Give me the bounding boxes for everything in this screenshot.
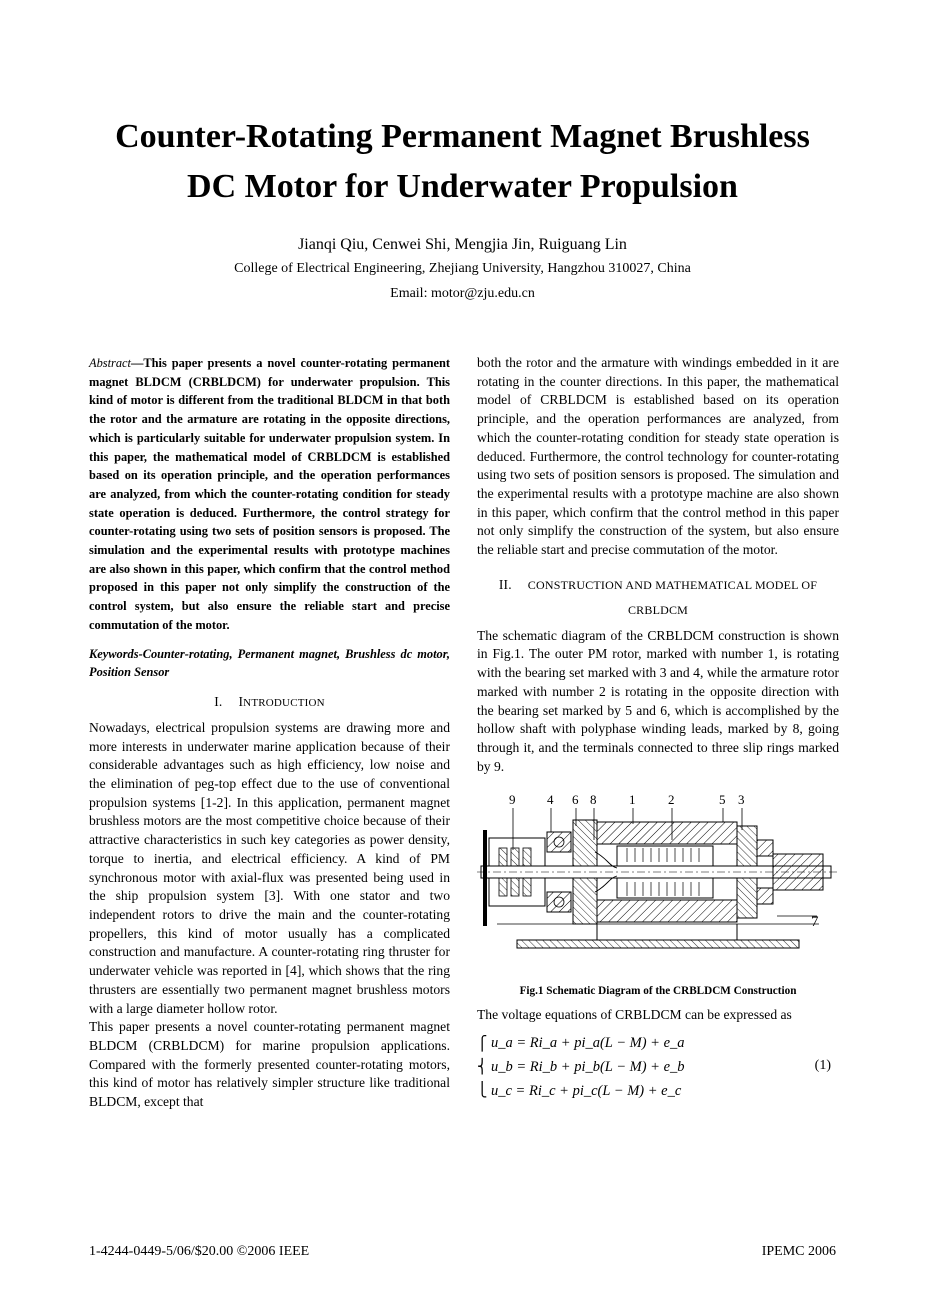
fig-label: 9 bbox=[509, 792, 516, 808]
right-column bbox=[477, 354, 839, 1109]
footer-copyright: 1-4244-0449-5/06/$20.00 ©2006 IEEE bbox=[89, 1244, 310, 1259]
bearing-4-bottom bbox=[547, 892, 571, 912]
equation-1 bbox=[477, 1031, 839, 1109]
frame-left-edge bbox=[483, 830, 487, 926]
section-heading-construction bbox=[477, 572, 839, 623]
abstract bbox=[89, 354, 450, 635]
equation-line-b: u_b = Ri_b + pi_b(L − M) + e_b bbox=[491, 1059, 685, 1076]
motor-schematic-drawing bbox=[477, 790, 839, 980]
equation-line-a: u_a = Ri_a + pi_a(L − M) + e_a bbox=[491, 1035, 685, 1052]
section-title-line-2: CRBLDCM bbox=[627, 602, 689, 617]
fig-label: 2 bbox=[668, 792, 675, 808]
abstract-dash: — bbox=[131, 356, 144, 370]
bearing-4-top bbox=[547, 832, 571, 852]
mounting-base bbox=[517, 940, 799, 948]
footer-conference: IPEMC 2006 bbox=[761, 1244, 836, 1259]
section-number: II. bbox=[498, 576, 512, 592]
equation-number: (1) bbox=[814, 1058, 831, 1074]
affiliation: College of Electrical Engineering, Zhejiang University, Hangzhou 310027, China bbox=[234, 261, 691, 276]
keywords: Keywords-Counter-rotating, Permanent magnet, Brushless dc motor, Position Sensor bbox=[89, 646, 450, 680]
abstract-lead: Abstract bbox=[89, 356, 131, 370]
fig-label: 8 bbox=[590, 792, 597, 808]
title-line-2: DC Motor for Underwater Propulsion bbox=[187, 168, 738, 205]
abstract-body: This paper presents a novel counter-rotating permanent magnet BLDCM (CRBLDCM) for underwater propulsion. This kind of motor is different from the traditional BLDCM in that both the rotor and the armature are rotating in the opposite directions, which is particularly suitable for underwater propulsion system. In this paper, the mathematical model of CRBLDCM is established based on its operation principle, and the operation performances are analyzed, from which the counter-rotating condition for steady state operation is deduced. Furthermore, the control strategy for counter-rotating using two sets of position sensors is proposed. The simulation and the experimental results with prototype machines are also shown in this paper, which confirm that the control method proposed in this paper not only simplify the construction of the control system, but also ensure the reliable start and precise commutation of the motor. bbox=[89, 356, 450, 632]
paper-title bbox=[60, 112, 865, 212]
authors: Jianqi Qiu, Cenwei Shi, Mengjia Jin, Ruiguang Lin bbox=[298, 236, 627, 253]
fig-label: 7 bbox=[811, 914, 819, 931]
construction-paragraph-1: The schematic diagram of the CRBLDCM construction is shown in Fig.1. The outer PM rotor, marked with number 1, is rotating with the bearing set marked with 3 and 4, while the armature rotor marked with number 2 is rotating in the opposite direction with the bearing set marked by 5 and 6, which is accomplished by the hollow shaft with polyphase winding leads, marked by 8, going through it, and the terminals connected to three slip rings marked by 9. bbox=[477, 627, 839, 774]
fig-label: 5 bbox=[719, 792, 726, 808]
section-title-first: I bbox=[238, 693, 244, 709]
fig-label: 3 bbox=[738, 792, 745, 808]
fig-label: 4 bbox=[547, 792, 554, 808]
equation-brace: ⎧ ⎨ ⎩ bbox=[477, 1037, 488, 1099]
construction-paragraph-2: The voltage equations of CRBLDCM can be expressed as bbox=[477, 1007, 792, 1023]
figure-1 bbox=[477, 790, 839, 980]
intro-paragraph-3: both the rotor and the armature with windings embedded in it are rotating in the counter directions. In this paper, the mathematical model of CRBLDCM is established based on its operation principle, and the operation performances are analyzed, from which the counter-rotating condition for steady state operation is deduced. Furthermore, the control technology for counter-rotating using two sets of position sensors is proposed. The simulation and the experimental results with a prototype machine are also shown in this paper, which confirm that the control method in this paper not only simplify the construction of the system, but also ensure the reliable start and precise commutation of the motor. bbox=[477, 355, 839, 558]
outer-rotor-top bbox=[597, 822, 737, 844]
equation-line-c: u_c = Ri_c + pi_c(L − M) + e_c bbox=[491, 1083, 682, 1100]
fig-label: 1 bbox=[629, 792, 636, 808]
section-title-rest: NTRODUCTION bbox=[243, 696, 325, 709]
intro-paragraph-1: Nowadays, electrical propulsion systems are drawing more and more interests in underwater marine application because of their considerable advantages such as high efficiency, low noise and the elimination of peg-top effect due to the use of conventional propulsion systems [1-2]. In this application, permanent magnet brushless motors are the most competitive choice because of their attractive characteristics in such key categories as power density, torque to inertia, and electrical efficiency. A kind of PM synchronous motor with axial-flux was presented being used in the ship propulsion system [3]. With one stator and two independent rotors to drive the main and the counter-rotating propellers, this kind of motor usually has a complicated construction and manufacture. A counter-rotating ring thruster for underwater vehicle was reported in [4], which shows that the ring thrusters are essentially two permanent magnet brushless motors with a large diameter hollow rotor. bbox=[89, 719, 450, 1016]
outer-rotor-bottom bbox=[597, 900, 737, 922]
section-title-line-1: CONSTRUCTION AND MATHEMATICAL MODEL OF bbox=[527, 577, 818, 592]
figure-caption: Fig.1 Schematic Diagram of the CRBLDCM Construction bbox=[519, 985, 797, 998]
fig-label: 6 bbox=[572, 792, 579, 808]
bearing-3-top bbox=[757, 840, 773, 856]
title-line-1: Counter-Rotating Permanent Magnet Brushless bbox=[115, 118, 810, 155]
shaft-coupling bbox=[773, 854, 823, 890]
left-column bbox=[89, 354, 450, 1112]
email: Email: motor@zju.edu.cn bbox=[390, 286, 535, 301]
intro-paragraph-2: This paper presents a novel counter-rotating permanent magnet BLDCM (CRBLDCM) for marine propulsion applications. Compared with the formerly presented counter-rotating motors, this kind of motor has relatively simpler structure like traditional BLDCM, except that bbox=[89, 1019, 450, 1110]
section-number: I. bbox=[214, 693, 223, 709]
bearing-3-bottom bbox=[757, 888, 773, 904]
section-heading-introduction bbox=[89, 690, 450, 715]
